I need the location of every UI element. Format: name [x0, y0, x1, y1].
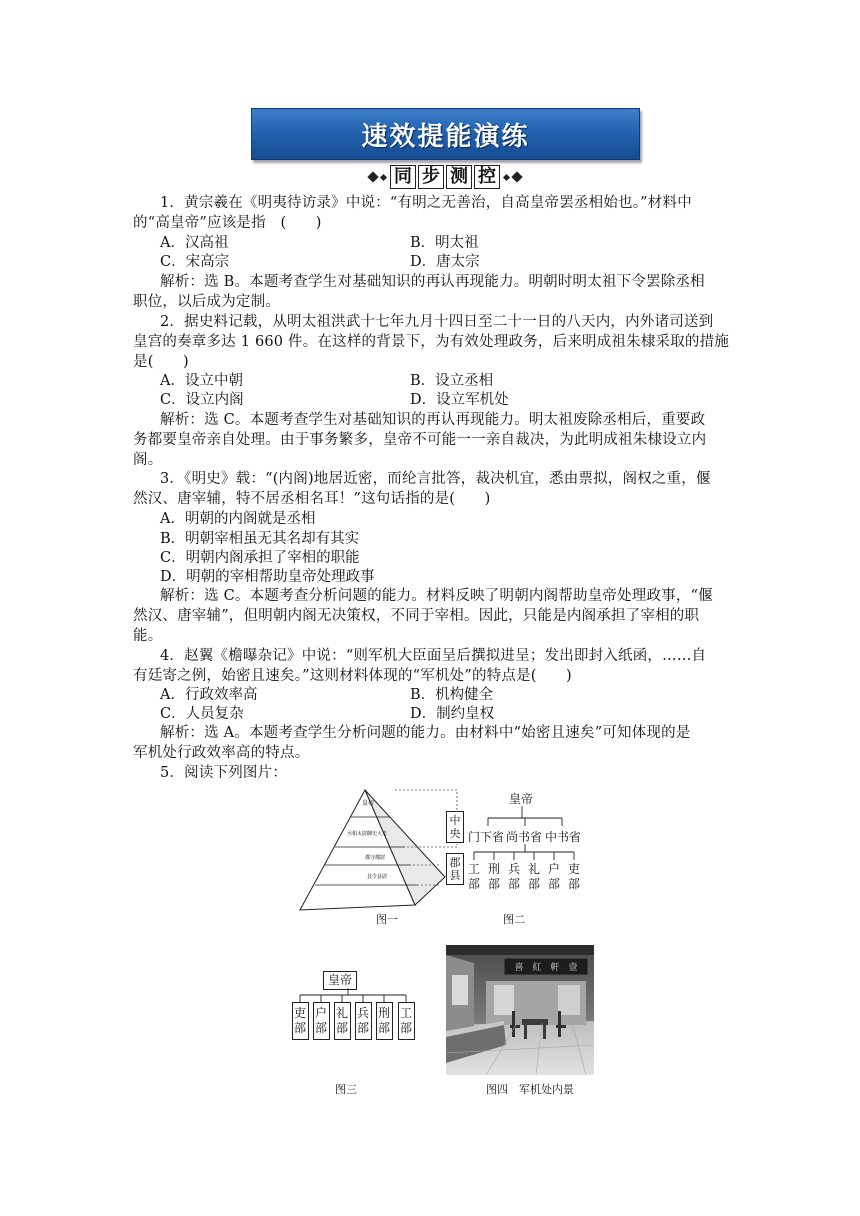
fig3-bottom-box: 户部	[313, 1002, 330, 1040]
option: C．宋高宗	[160, 254, 230, 270]
option: A．行政效率高	[160, 687, 258, 703]
option: B．设立丞相	[410, 373, 494, 389]
banner-title: 速效提能演练	[361, 121, 530, 152]
fig2-mid: 中书省	[545, 830, 582, 844]
sub-title-char: 测	[446, 165, 472, 189]
analysis-line: 解析：选 A。本题考查学生分析问题的能力。由材料中“始密且速矣”可知体现的是	[160, 725, 691, 741]
fig2-mid: 门下省	[468, 830, 505, 844]
fig3-bottom-box: 礼部	[334, 1002, 351, 1040]
fig2-bottom: 工部	[468, 862, 481, 891]
option: C．人员复杂	[160, 706, 244, 722]
figure-caption: 图一	[376, 913, 398, 926]
diamond-icon	[380, 173, 387, 180]
section-banner	[251, 108, 640, 160]
question-1-line: 的“高皇帝”应该是指 ( )	[133, 215, 322, 231]
sub-title-char: 步	[418, 165, 444, 189]
fig2-bottom: 兵部	[508, 862, 521, 891]
sub-banner	[350, 164, 540, 190]
fig3-bottom-box: 吏部	[292, 1002, 309, 1040]
option: D．制约皇权	[410, 706, 495, 722]
diamond-icon	[503, 173, 510, 180]
pyramid-layer-text: 县令县尉	[366, 874, 388, 880]
question-1-line: 1．黄宗羲在《明夷待访录》中说：“有明之无善治，自高皇帝罢丞相始也。”材料中	[160, 195, 692, 211]
figure-caption: 图二	[503, 913, 525, 926]
analysis-line: 解析：选 C。本题考查分析问题的能力。材料反映了明朝内阁帮助皇帝处理政事，“偃	[160, 588, 713, 604]
pyramid-layer-text: 皇帝	[361, 800, 375, 807]
analysis-line: 能。	[133, 628, 163, 644]
option: B．机构健全	[410, 687, 494, 703]
military-office-photo	[446, 945, 594, 1075]
fig2-mid: 尚书省	[506, 830, 543, 844]
fig2-top: 皇帝	[509, 792, 534, 806]
analysis-line: 务都要皇帝亲自处理。由于事务繁多，皇帝不可能一一亲自裁决，为此明成祖朱棣设立内	[133, 432, 707, 448]
analysis-line: 军机处行政效率高的特点。	[133, 745, 310, 761]
plaque-text: 喜 紅 軒 壹	[514, 963, 578, 973]
question-4-line: 有廷寄之例，始密且速矣。”这则材料体现的“军机处”的特点是( )	[133, 668, 572, 684]
sub-title-char: 控	[474, 165, 500, 189]
question-3-line: 然汉、唐宰辅，特不居丞相名耳！”这句话指的是( )	[133, 491, 491, 507]
fig3-top-box: 皇帝	[323, 971, 357, 990]
option: A．设立中朝	[160, 373, 243, 389]
option: D．唐太宗	[410, 254, 480, 270]
diamond-icon	[511, 171, 522, 182]
option: D．明朝的宰相帮助皇帝处理政事	[160, 569, 375, 585]
question-5-line: 5．阅读下列图片：	[160, 765, 288, 781]
fig3-connectors	[290, 988, 420, 1002]
pyramid-diagram	[295, 785, 465, 915]
option: B．明太祖	[410, 235, 479, 251]
analysis-line: 然汉、唐宰辅”，但明朝内阁无决策权，不同于宰相。因此，只能是内阁承担了宰相的职	[133, 608, 700, 624]
fig2-bottom: 刑部	[488, 862, 501, 891]
analysis-line: 职位，以后成为定制。	[133, 294, 280, 310]
question-3-line: 3．《明史》载：“(内阁)地居近密，而纶言批答，裁决机宜，悉由票拟，阁权之重，偃	[160, 471, 711, 487]
sub-title-char: 同	[390, 165, 416, 189]
fig2-bottom: 礼部	[528, 862, 541, 891]
option: C．明朝内阁承担了宰相的职能	[160, 550, 360, 566]
analysis-line: 解析：选 B。本题考查学生对基础知识的再认再现能力。明朝时明太祖下令罢除丞相	[160, 274, 705, 290]
option: A．明朝的内阁就是丞相	[160, 511, 316, 527]
pyramid-layer-text: 丞相太尉御史大夫	[346, 831, 388, 837]
question-4-line: 4．赵翼《檐曝杂记》中说：“则军机大臣面呈后撰拟进呈；发出即封入纸函，……自	[160, 648, 707, 664]
analysis-line: 阁。	[133, 452, 163, 468]
fig2-bottom: 户部	[548, 862, 561, 891]
figure-caption: 图三	[335, 1083, 357, 1096]
option: D．设立军机处	[410, 392, 509, 408]
option: A．汉高祖	[160, 235, 229, 251]
diamond-icon	[367, 171, 378, 182]
analysis-line: 解析：选 C。本题考查学生对基础知识的再认再现能力。明太祖废除丞相后，重要政	[160, 412, 706, 428]
pyramid-layer-text: 郡守郡尉	[364, 855, 386, 861]
question-2-line: 皇宫的奏章多达 1 660 件。在这样的背景下，为有效处理政务，后来明成祖朱棣采取的措施	[133, 334, 730, 350]
figure-caption: 图四 军机处内景	[486, 1083, 574, 1096]
fig3-bottom-box: 工部	[398, 1002, 415, 1040]
fig1-label-local: 郡县	[446, 853, 464, 885]
question-2-line: 是( )	[133, 354, 189, 370]
fig2-bottom: 吏部	[568, 862, 581, 891]
fig3-bottom-box: 兵部	[355, 1002, 372, 1040]
question-2-line: 2．据史料记载，从明太祖洪武十七年九月十四日至二十一日的八天内，内外诸司送到	[160, 314, 714, 330]
option: C．设立内阁	[160, 392, 244, 408]
option: B．明朝宰相虽无其名却有其实	[160, 531, 360, 547]
fig3-bottom-box: 刑部	[376, 1002, 393, 1040]
fig1-label-central: 中央	[446, 811, 464, 843]
